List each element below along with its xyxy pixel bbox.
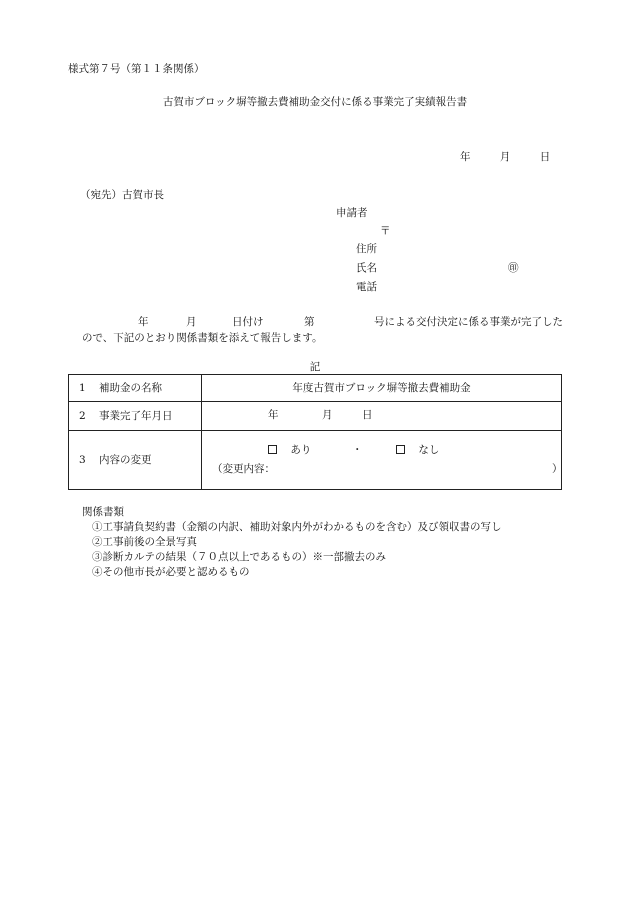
yes-label: あり xyxy=(290,444,312,456)
completion-month: 月 xyxy=(322,409,333,421)
checkbox-no[interactable] xyxy=(396,445,405,454)
completion-date-cell xyxy=(202,402,562,431)
row-label-text: 内容の変更 xyxy=(99,453,152,466)
row-number: 2 xyxy=(79,409,86,422)
table-row xyxy=(69,375,562,402)
row-label-text: 補助金の名称 xyxy=(99,381,162,394)
change-detail-open: （変更内容： xyxy=(212,463,275,475)
subsidy-name-cell xyxy=(202,375,562,402)
report-table xyxy=(68,374,562,490)
row-number: 3 xyxy=(79,453,86,466)
document-item: ③診断カルテの結果（７０点以上であるもの）※一部撤去のみ xyxy=(92,551,386,563)
report-body-line-2: ので、下記のとおり関係書類を添えて報告します。 xyxy=(82,332,323,344)
row-number: 1 xyxy=(79,381,86,394)
document-item: ①工事請負契約書（金額の内訳、補助対象内外がわかるものを含む）及び領収書の写し xyxy=(92,521,502,533)
seal-mark: ㊞ xyxy=(508,262,519,274)
body-date-suffix: 日付け xyxy=(232,316,264,328)
row-label xyxy=(69,375,202,402)
addressee: （宛先）古賀市長 xyxy=(80,189,164,201)
change-no-option[interactable] xyxy=(396,445,439,456)
date-month: 月 xyxy=(499,151,511,163)
documents-heading: 関係書類 xyxy=(82,506,124,518)
name-label: 氏名 xyxy=(356,262,377,274)
row-label xyxy=(69,431,202,490)
date-day: 日 xyxy=(539,151,551,163)
change-cell xyxy=(202,431,562,490)
option-separator: ・ xyxy=(352,444,363,456)
body-month: 月 xyxy=(186,316,197,328)
document-title: 古賀市ブロック塀等撤去費補助金交付に係る事業完了実績報告書 xyxy=(162,96,468,108)
report-body-line-1 xyxy=(82,317,572,329)
form-number: 様式第７号（第１１条関係） xyxy=(68,63,205,75)
row-label-text: 事業完了年月日 xyxy=(99,409,173,422)
phone-label: 電話 xyxy=(356,281,377,293)
body-line1-tail: 号による交付決定に係る事業が完了した xyxy=(374,316,563,328)
table-row xyxy=(69,402,562,431)
document-item: ④その他市長が必要と認めるもの xyxy=(92,566,250,578)
completion-day: 日 xyxy=(362,409,373,421)
change-yes-option[interactable] xyxy=(268,445,311,456)
report-date xyxy=(460,152,550,163)
subsidy-name: 年度古賀市ブロック塀等撤去費補助金 xyxy=(292,381,471,394)
table-row xyxy=(69,431,562,490)
postal-mark: 〒 xyxy=(380,225,391,237)
row-label xyxy=(69,402,202,431)
no-label: なし xyxy=(418,444,440,456)
change-detail-close: ） xyxy=(552,463,563,475)
body-year: 年 xyxy=(138,316,149,328)
checkbox-yes[interactable] xyxy=(268,445,277,454)
document-item: ②工事前後の全景写真 xyxy=(92,536,197,548)
body-dai: 第 xyxy=(304,316,315,328)
address-label: 住所 xyxy=(356,243,377,255)
date-year: 年 xyxy=(460,151,471,163)
completion-year: 年 xyxy=(268,409,279,421)
ki-heading: 記 xyxy=(309,361,321,373)
applicant-heading: 申請者 xyxy=(336,207,368,219)
